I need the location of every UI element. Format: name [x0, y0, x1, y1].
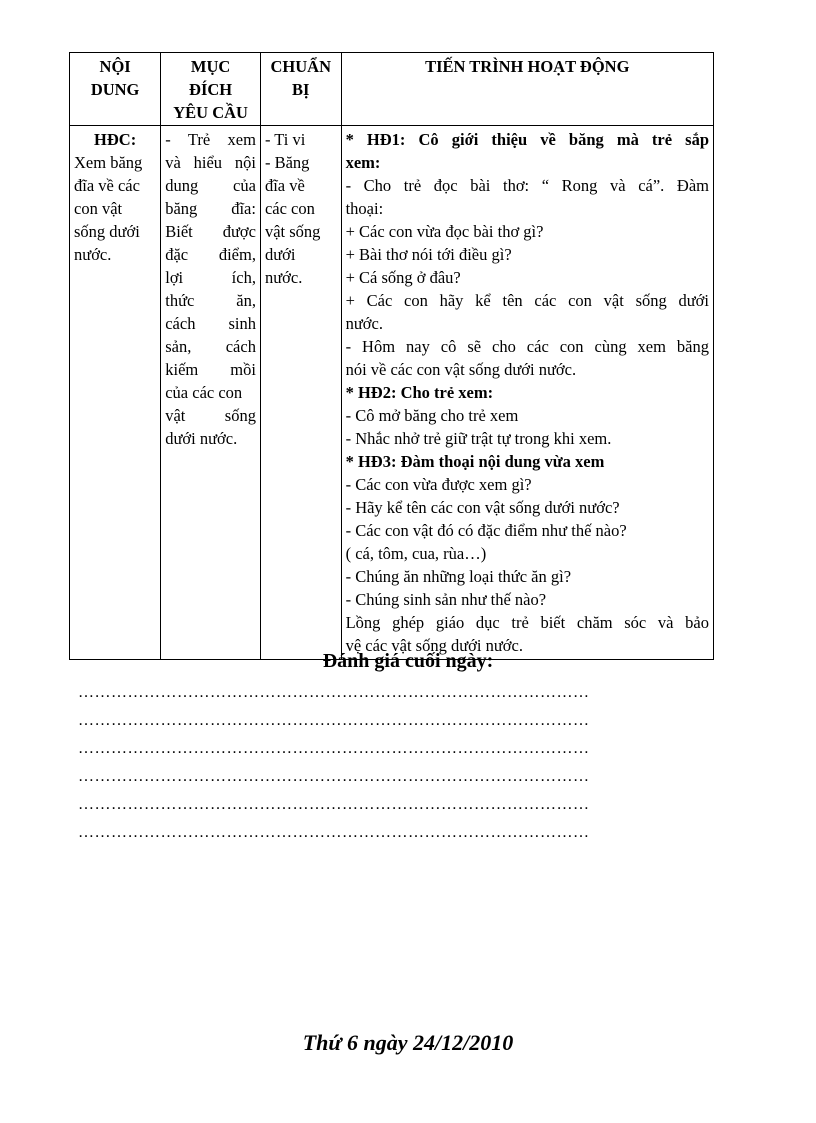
cell-line: nước. [74, 245, 112, 264]
activity-line: + Các con hãy kể tên các con vật sống dưới [345, 291, 709, 310]
hd3-title: * HĐ3: Đàm thoại nội dung vừa xem [345, 452, 605, 471]
cell-line: nước. [264, 268, 303, 287]
activity-line: - Cho trẻ đọc bài thơ: “ Rong và cá”. Đàm [345, 176, 709, 195]
activity-line: ( cá, tôm, cua, rùa…) [345, 544, 487, 563]
cell-line: băng đĩa: [165, 199, 256, 218]
header-text: ĐÍCH [189, 80, 233, 99]
cell-line: vật sống [165, 406, 256, 425]
cell-line: Xem băng [74, 153, 143, 172]
dotted-line: ………………………………………………………………………………… [78, 712, 590, 729]
cell-line: thức ăn, [165, 291, 256, 310]
content-row [70, 126, 714, 660]
activity-title: HĐC: [94, 130, 137, 149]
activity-line: - Hãy kể tên các con vật sống dưới nước? [345, 498, 620, 517]
activity-line: nước. [345, 314, 383, 333]
cell-line: cách sinh [165, 314, 256, 333]
cell-line: - Băng [264, 153, 310, 172]
cell-line: - Ti vi [264, 130, 306, 149]
hd1-text: : Cô giới thiệu về băng mà trẻ sắp [399, 130, 709, 149]
activity-line: thoại: [345, 199, 384, 218]
cell-line: đĩa về các [74, 176, 140, 195]
cell-line: các con [264, 199, 315, 218]
cell-line: của các con [165, 383, 243, 402]
hd2-title: * HĐ2: Cho trẻ xem: [345, 383, 494, 402]
activity-line: - Nhắc nhở trẻ giữ trật tự trong khi xem. [345, 429, 612, 448]
cell-line: - Trẻ xem [165, 130, 256, 149]
activity-line: - Hôm nay cô sẽ cho các con cùng xem băng [345, 337, 709, 356]
cell-chuan-bi [260, 126, 341, 660]
header-text: CHUẨN [270, 57, 332, 76]
cell-line: Biết được [165, 222, 256, 241]
header-text: MỤC [190, 57, 231, 76]
hd1-title-cont: xem: [345, 153, 381, 172]
dotted-line: ………………………………………………………………………………… [78, 768, 590, 785]
cell-line: con vật [74, 199, 123, 218]
activity-line: + Các con vừa đọc bài thơ gì? [345, 222, 544, 241]
cell-line: lợi ích, [165, 268, 256, 287]
cell-line: sản, cách [165, 337, 256, 356]
header-muc-dich [161, 53, 261, 126]
header-chuan-bi [260, 53, 341, 126]
cell-line: sống dưới [74, 222, 140, 241]
hd1-label: * HĐ1 [345, 130, 400, 149]
activity-line: vệ các vật sống dưới nước. [345, 636, 523, 655]
cell-line: dung của [165, 176, 256, 195]
lesson-plan-table [69, 52, 714, 660]
header-text: DUNG [90, 80, 140, 99]
header-text: YÊU CẦU [173, 103, 248, 122]
dotted-line: ………………………………………………………………………………… [78, 684, 590, 701]
cell-muc-dich [161, 126, 261, 660]
cell-line: dưới nước. [165, 429, 238, 448]
header-text: TIẾN TRÌNH HOẠT ĐỘNG [425, 57, 630, 76]
activity-line: + Cá sống ở đâu? [345, 268, 461, 287]
activity-line: - Các con vật đó có đặc điểm như thế nào? [345, 521, 627, 540]
cell-line: dưới [264, 245, 296, 264]
cell-line: đĩa về [264, 176, 305, 195]
cell-line: và hiểu nội [165, 153, 256, 172]
activity-line: nói về các con vật sống dưới nước. [345, 360, 577, 379]
cell-tien-trinh [341, 126, 713, 660]
header-tien-trinh [341, 53, 713, 126]
dotted-line: ………………………………………………………………………………… [78, 824, 590, 841]
activity-line: - Cô mở băng cho trẻ xem [345, 406, 519, 425]
activity-line: + Bài thơ nói tới điều gì? [345, 245, 512, 264]
hd1-title [346, 128, 709, 151]
activity-line: - Chúng ăn những loại thức ăn gì? [345, 567, 572, 586]
activity-line: - Các con vừa được xem gì? [345, 475, 532, 494]
dotted-line: ………………………………………………………………………………… [78, 740, 590, 757]
header-text: BỊ [292, 80, 310, 99]
activity-line: - Chúng sinh sản như thế nào? [345, 590, 547, 609]
evaluation-title: Đánh giá cuối ngày: [322, 650, 494, 672]
footer-date: Thứ 6 ngày 24/12/2010 [302, 1030, 514, 1055]
cell-line: đặc điểm, [165, 245, 256, 264]
cell-noi-dung [70, 126, 161, 660]
header-noi-dung [70, 53, 161, 126]
header-text: NỘI [99, 57, 131, 76]
activity-line: Lồng ghép giáo dục trẻ biết chăm sóc và bảo [345, 613, 709, 632]
cell-line: kiếm mồi [165, 360, 256, 379]
header-row [70, 53, 714, 126]
cell-line: vật sống [264, 222, 321, 241]
dotted-line: ………………………………………………………………………………… [78, 796, 590, 813]
